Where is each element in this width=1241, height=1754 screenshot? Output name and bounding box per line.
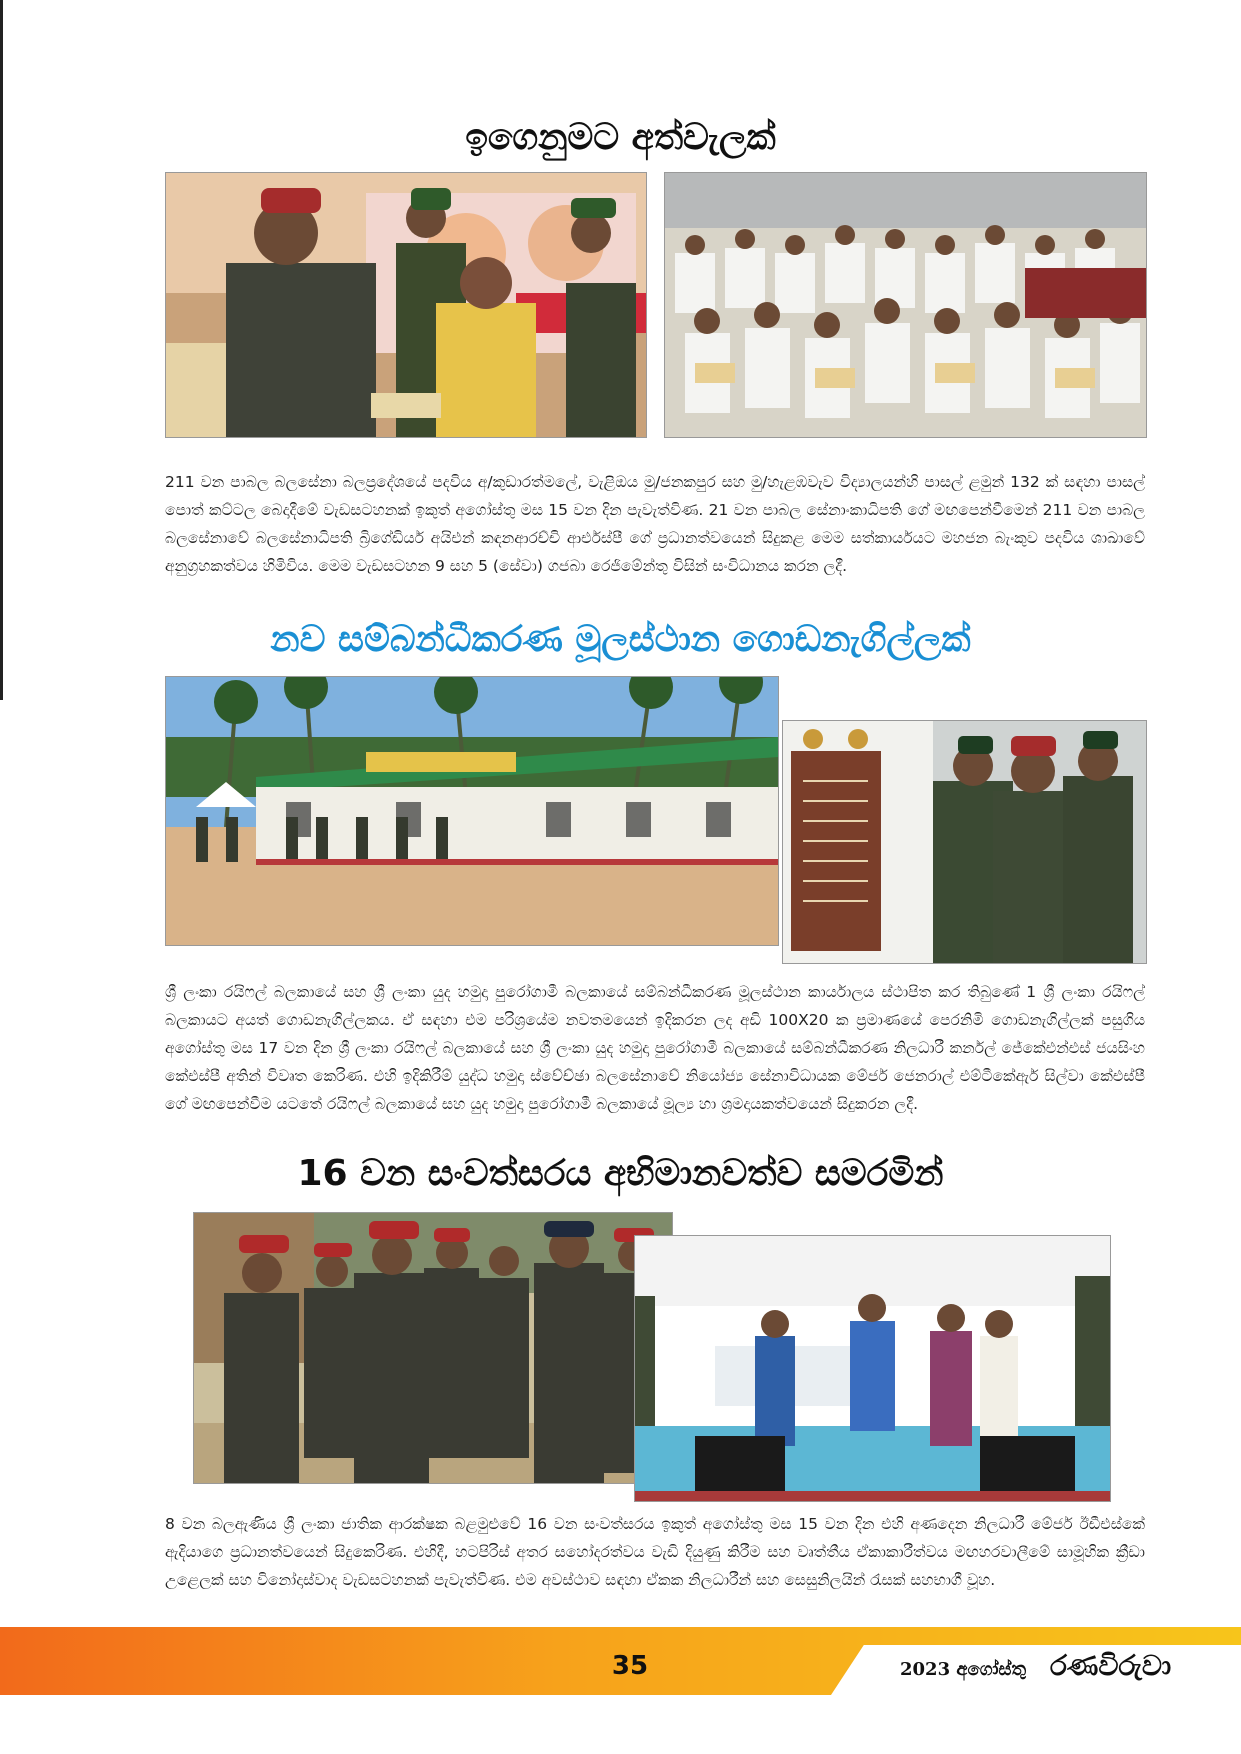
issue-date: 2023 අගෝස්තු — [900, 1659, 1027, 1680]
section1-title: ඉගෙනුමට අත්වැලක් — [465, 117, 776, 158]
page-footer — [0, 1627, 1241, 1695]
section1-body: 211 වන පාබල බලසේනා බලප්‍රදේශයේ පදවිය අ/කුඩාරත්මලේ, වැළිඔය මු/ජනකපුර සහ මු/හැළඹවැව විද්‍යාලයන්හි පාසල් ළමුන් 132 ක් සඳහා පාසල් පොත් කට්ටල බෙදාදීමේ වැඩසටහනක් ඉකුත් අගෝස්තු මස 15 වන දින පැවැත්විණ. 21 වන පාබල සේනාංකාධිපති ගේ මඟපෙන්වීමෙන් 211 වන පාබල බලසේනාවේ බලසේනාධිපති බ්‍රිගේඩියර් අයිඑන් කඳනආරච්චි ආර්එස්පී ගේ ප්‍රධානත්වයෙන් සිදුකළ මෙම සත්කාර්යයට මහජන බැංකුව පදවිය ශාඛාවේ අනුග්‍රහකත්වය හිමිවිය. මෙම වැඩසටහන 9 සහ 5 (සේවා) ගජබා රෙජිමේන්තු විසින් සංවිධානය කරන ලදී. — [165, 473, 1145, 575]
photo-plaque-unveiling — [782, 720, 1147, 964]
footer-white-band — [831, 1645, 1241, 1695]
section3-body: 8 වන බලඇණිය ශ්‍රී ලංකා ජාතික ආරක්ෂක බළමුළුවේ 16 වන සංවත්සරය ඉකුත් අගෝස්තු මස 15 වන දින එහි අණදෙන නිලධාරී මේජර් ඊඩීඑස්කේ ඇදියාගෙ ප්‍රධානත්වයෙන් සිදුකෙරිණ. එහිදී, හටපිරිස් අතර සහෝදරත්වය වැඩි දියුණු කිරීම සහ වෘත්තීය ඒකාකාරීත්වය මඟහරවාලීමේ සාමූහික ක්‍රීඩා උළෙලක් සහ විනෝදාස්වාද වැඩසටහනක් පැවැත්විණ. එම අවස්ථාව සඳහා ඒකක නිලධාරීන් සහ සෙසුනිලයින් රැසක් සහභාගී වූහ. — [165, 1515, 1145, 1589]
left-margin-rule — [0, 0, 3, 700]
photo-anniversary-stage — [634, 1235, 1111, 1502]
page-number: 35 — [611, 1651, 649, 1681]
section2-title: නව සම්බන්ධීකරණ මූලස්ථාන ගොඩනැගිල්ලක් — [270, 619, 971, 660]
section2-body: ශ්‍රී ලංකා රයිෆල් බලකායේ සහ ශ්‍රී ලංකා යුද හමුදා පුරෝගාමී බලකායේ සම්බන්ධීකරණ මූලස්ථාන කාර්යාලය ස්ථාපිත කර තිබුණේ 1 ශ්‍රී ලංකා රයිෆල් බලකායට අයත් ගොඩනැගිල්ලකය. ඒ සඳහා එම පරිශ්‍රයේම නවතමයෙන් ඉදිකරන ලද අඩි 100X20 ක ප්‍රමාණයේ පෙරනිමි ගොඩනැගිල්ලක් පසුගිය අගෝස්තු මස 17 වන දින ශ්‍රී ලංකා රයිෆල් බලකායේ සහ ශ්‍රී ලංකා යුද හමුදා පුරෝගාමී බලකායේ සම්බන්ධීකරණ නිලධාරී කර්නල් ජේකේඑන්එස් ජයසිංහ කේඑස්පී අතින් විවෘත කෙරිණ. එහි ඉදිකිරීම් යුද්ධ හමුදා ස්වේච්ඡා බලසේනාවේ නියෝජ්‍ය සේනාවිධායක මේජර් ජෙනරාල් එම්ටීකේඇර් සිල්වා කේඑස්පී ගේ මඟපෙන්වීම යටතේ රයිෆල් බලකායේ සහ යුද හමුදා පුරෝගාමී බලකායේ මූල්‍ය හා ශ්‍රමදායකත්වයෙන් සිදුකරන ලදී. — [165, 983, 1145, 1113]
section3-title: 16 වන සංවත්සරය අභිමානවත්ව සමරමින් — [297, 1153, 944, 1194]
photo-book-handover — [165, 172, 647, 438]
photo-new-building — [165, 676, 779, 946]
photo-handshake-officers — [193, 1212, 673, 1484]
magazine-logo: රණවිරුවා — [1050, 1649, 1172, 1682]
photo-students-assembly — [664, 172, 1147, 438]
